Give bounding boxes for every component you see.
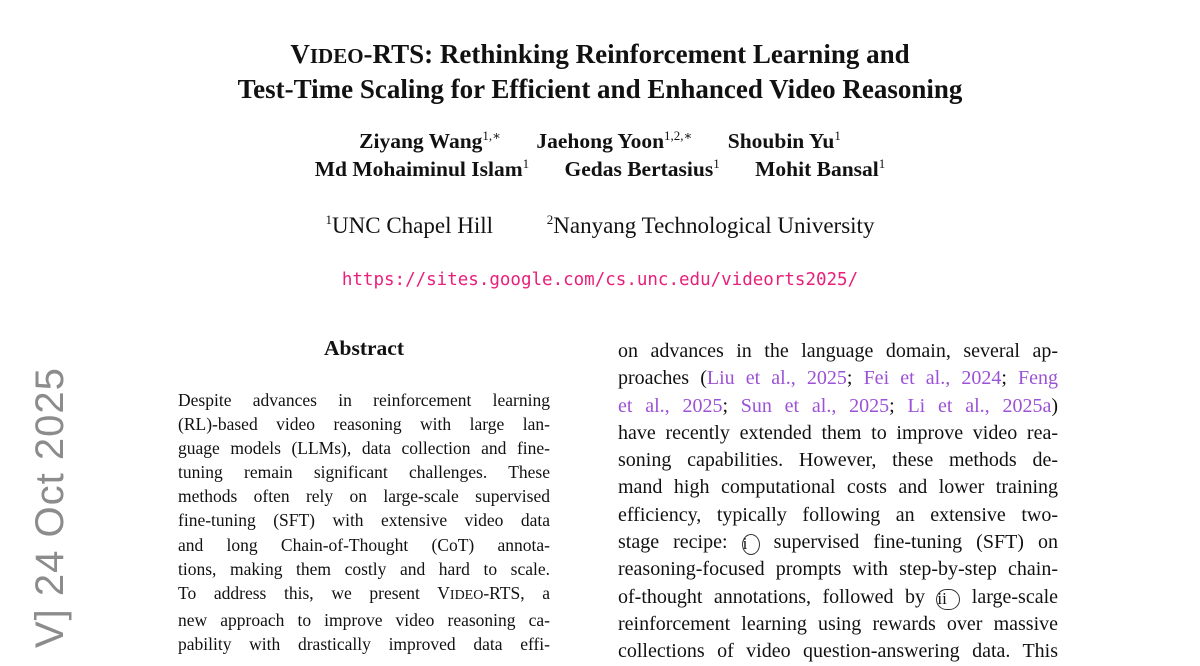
author-list bbox=[0, 127, 1200, 183]
author: Jaehong Yoon$^{1,2,∗}$ bbox=[536, 128, 693, 153]
abstract-heading: Abstract bbox=[323, 336, 404, 360]
abstract-body bbox=[178, 388, 550, 656]
body-line: soning capabilities. However, these methods de- bbox=[618, 449, 1058, 472]
author: Mohit Bansal$^1$ bbox=[755, 156, 886, 181]
arxiv-side-stamp: V] 24 Oct 2025 bbox=[28, 367, 72, 648]
citation-link[interactable]: Sun et al., 2025 bbox=[740, 394, 890, 417]
abstract-line: methods often rely on large-scale supervised bbox=[178, 486, 550, 507]
citation-link[interactable]: Fei et al., 2024 bbox=[863, 367, 1002, 390]
citation-link[interactable]: Li et al., 2025a bbox=[907, 394, 1052, 417]
title-line-1: VIDEO-RTS: Rethinking Reinforcement Learning and bbox=[290, 39, 910, 69]
body-line: of-thought annotations, followed by ii large-scale bbox=[618, 585, 1059, 608]
list-marker-ii: ii bbox=[936, 589, 960, 610]
author: Md Mohaiminul Islam$^1$ bbox=[314, 156, 530, 181]
body-line: have recently extended them to improve video rea- bbox=[618, 421, 1058, 444]
affiliation: $^2$Nanyang Technological University bbox=[546, 212, 875, 238]
abstract-line: guage models (LLMs), data collection and fine- bbox=[178, 438, 550, 459]
abstract-line: (RL)-based video reasoning with large lan- bbox=[178, 414, 550, 435]
abstract-line: tions, making them costly and hard to scale. bbox=[178, 558, 550, 579]
abstract-line: new approach to improve video reasoning ca- bbox=[178, 609, 550, 630]
body-line: collections of video question-answering data. This bbox=[618, 640, 1058, 663]
abstract-line: fine-tuning (SFT) with extensive video data bbox=[178, 510, 550, 531]
citation-link[interactable]: et al., 2025 bbox=[618, 394, 723, 417]
author-row-1 bbox=[0, 127, 1200, 155]
citation-link[interactable]: Liu et al., 2025 bbox=[706, 367, 847, 390]
body-line: reinforcement learning using rewards over massive bbox=[618, 612, 1058, 635]
affiliation: $^1$UNC Chapel Hill bbox=[325, 212, 494, 238]
body-line: et al., 2025; Sun et al., 2025; Li et al., 2025a) bbox=[618, 394, 1059, 417]
abstract-line: pability with drastically improved data effi- bbox=[178, 633, 550, 654]
author: Shoubin Yu$^1$ bbox=[727, 128, 841, 153]
project-url-link[interactable]: https://sites.google.com/cs.unc.edu/videorts2025/ bbox=[341, 270, 859, 290]
paper-title bbox=[0, 38, 1200, 106]
body-line: mand high computational costs and lower training bbox=[618, 476, 1058, 499]
author: Ziyang Wang$^{1,∗}$ bbox=[359, 128, 502, 153]
abstract-line: Despite advances in reinforcement learning bbox=[178, 390, 550, 410]
body-line: efficiency, typically following an extensive two- bbox=[618, 503, 1058, 526]
abstract-line: To address this, we present VIDEO-RTS, a bbox=[178, 582, 551, 603]
body-line: stage recipe: i supervised fine-tuning (SFT) on bbox=[618, 531, 1059, 554]
body-line: reasoning-focused prompts with step-by-step chain- bbox=[618, 558, 1058, 581]
body-text-column bbox=[618, 338, 1058, 666]
list-marker-i: i bbox=[742, 534, 760, 555]
author: Gedas Bertasius$^1$ bbox=[564, 156, 720, 181]
body-line: on advances in the language domain, several ap- bbox=[618, 340, 1058, 362]
citation-link[interactable]: Feng bbox=[1018, 367, 1059, 390]
abstract-line: tuning remain significant challenges. These bbox=[178, 462, 550, 483]
affiliations bbox=[0, 211, 1200, 241]
abstract-line: and long Chain-of-Thought (CoT) annota- bbox=[178, 534, 550, 555]
title-line-2: Test-Time Scaling for Efficient and Enhanced Video Reasoning bbox=[237, 74, 963, 104]
author-row-2 bbox=[0, 155, 1200, 183]
body-line: proaches (Liu et al., 2025; Fei et al., 2024; Feng bbox=[618, 367, 1059, 390]
